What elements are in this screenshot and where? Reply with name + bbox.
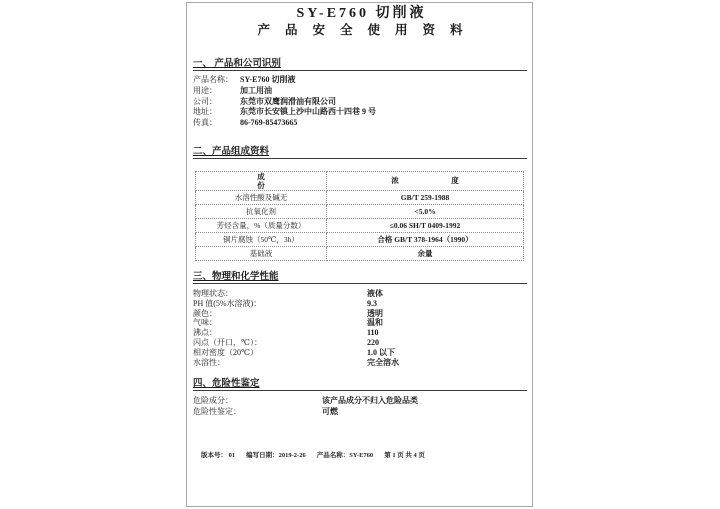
- field-value: 220: [367, 337, 379, 347]
- field-value: 9.3: [367, 298, 377, 308]
- section-heading: 四、危险性鉴定: [193, 379, 527, 391]
- section-heading: 一、 产品和公司识别: [193, 59, 527, 71]
- section-composition: [193, 147, 527, 261]
- field-rows: [193, 75, 527, 129]
- section-product-company: [193, 59, 527, 129]
- table-row: [196, 232, 524, 246]
- table-cell-component: 铜片腐蚀（50℃，3h）: [196, 232, 327, 246]
- field-label: 颜色：: [193, 308, 217, 318]
- field-row: [193, 396, 527, 407]
- field-row: [193, 86, 527, 97]
- field-value: 完全溶水: [367, 357, 399, 367]
- footer-date: 编写日期：2019-2-26: [246, 452, 306, 459]
- field-row: [193, 309, 527, 319]
- field-row: [193, 299, 527, 309]
- document-page: [186, 2, 533, 507]
- footer-version: 版本号： 01: [201, 452, 236, 459]
- field-label: 公司：: [193, 96, 217, 106]
- table-row: [196, 190, 524, 204]
- field-value: 液体: [367, 288, 383, 298]
- table-header-component: 成份: [196, 171, 327, 190]
- section-heading: 三、物理和化学性能: [193, 272, 527, 284]
- field-label: 气味：: [193, 318, 217, 328]
- field-row: [193, 318, 527, 328]
- field-label: 相对密度（20℃）: [193, 347, 258, 357]
- table-row: [196, 218, 524, 232]
- field-label: 闪点（开口，℃）：: [193, 337, 262, 347]
- table-cell-component: 抗氧化剂: [196, 204, 327, 218]
- doc-title: SY-E760 切削液: [296, 6, 427, 21]
- table-header-row: [196, 171, 524, 190]
- field-row: [193, 407, 527, 418]
- table-row: [196, 246, 524, 260]
- composition-table: [195, 171, 524, 261]
- field-value: 可燃: [322, 406, 338, 416]
- table-cell-component: 基础液: [196, 246, 327, 260]
- section-physical-chemical: [193, 272, 527, 367]
- field-value: 1.0 以下: [367, 347, 395, 357]
- field-row: [193, 338, 527, 348]
- field-value: 86-769-85473665: [240, 118, 298, 128]
- field-value: SY-E760 切削液: [240, 75, 296, 84]
- field-value: 该产品成分不归入危险品类: [322, 396, 418, 406]
- field-value: 透明: [367, 308, 383, 318]
- table-cell-component: 芳烃含量，%（质量分数）: [196, 218, 327, 232]
- table-cell-concentration: 余量: [327, 246, 524, 260]
- field-label: 地址：: [193, 107, 217, 117]
- field-row: [193, 75, 527, 86]
- field-row: [193, 97, 527, 108]
- table-cell-concentration: GB/T 259-1988: [327, 190, 524, 204]
- section-heading: 二、产品组成资料: [193, 147, 527, 159]
- field-label: PH 值(5%水溶液)：: [193, 298, 262, 308]
- field-row: [193, 328, 527, 338]
- field-value: 温和: [367, 318, 383, 328]
- table-row: [196, 204, 524, 218]
- doc-subtitle: 产品安全使用资料: [257, 23, 478, 37]
- field-row: [193, 348, 527, 358]
- table-cell-concentration: <5.0%: [327, 204, 524, 218]
- field-row: [193, 118, 527, 129]
- field-rows: [193, 289, 527, 367]
- field-label: 危险性鉴定：: [193, 406, 241, 416]
- field-value: 东莞市长安镇上沙中山路西十四巷 9 号: [240, 107, 376, 117]
- field-row: [193, 358, 527, 368]
- table-cell-component: 水溶性酸及碱无: [196, 190, 327, 204]
- field-label: 传真：: [193, 118, 217, 128]
- page-content: [187, 3, 532, 506]
- field-label: 物理状态：: [193, 288, 233, 298]
- section-hazard: [193, 379, 527, 417]
- field-row: [193, 289, 527, 299]
- field-row: [193, 107, 527, 118]
- field-label: 危险成分：: [193, 396, 233, 406]
- field-label: 水溶性：: [193, 357, 225, 367]
- field-value: 东莞市双鹰润滑油有限公司: [240, 96, 336, 106]
- table-cell-concentration: 合格 GB/T 378-1964（1990）: [327, 232, 524, 246]
- field-label: 用途：: [193, 85, 217, 95]
- footer-page-number: 第 1 页 共 4 页: [384, 452, 425, 459]
- table-cell-concentration: ≤0.06 SH/T 0409-1992: [327, 218, 524, 232]
- field-value: 加工用油: [240, 85, 272, 95]
- field-rows: [193, 396, 527, 417]
- field-label: 产品名称：: [193, 75, 233, 84]
- field-label: 沸点：: [193, 328, 217, 338]
- page-footer: [201, 450, 425, 459]
- footer-product-name: 产品名称：SY-E760: [316, 452, 374, 459]
- field-value: 110: [367, 328, 379, 338]
- table-header-concentration: 浓度: [327, 171, 524, 190]
